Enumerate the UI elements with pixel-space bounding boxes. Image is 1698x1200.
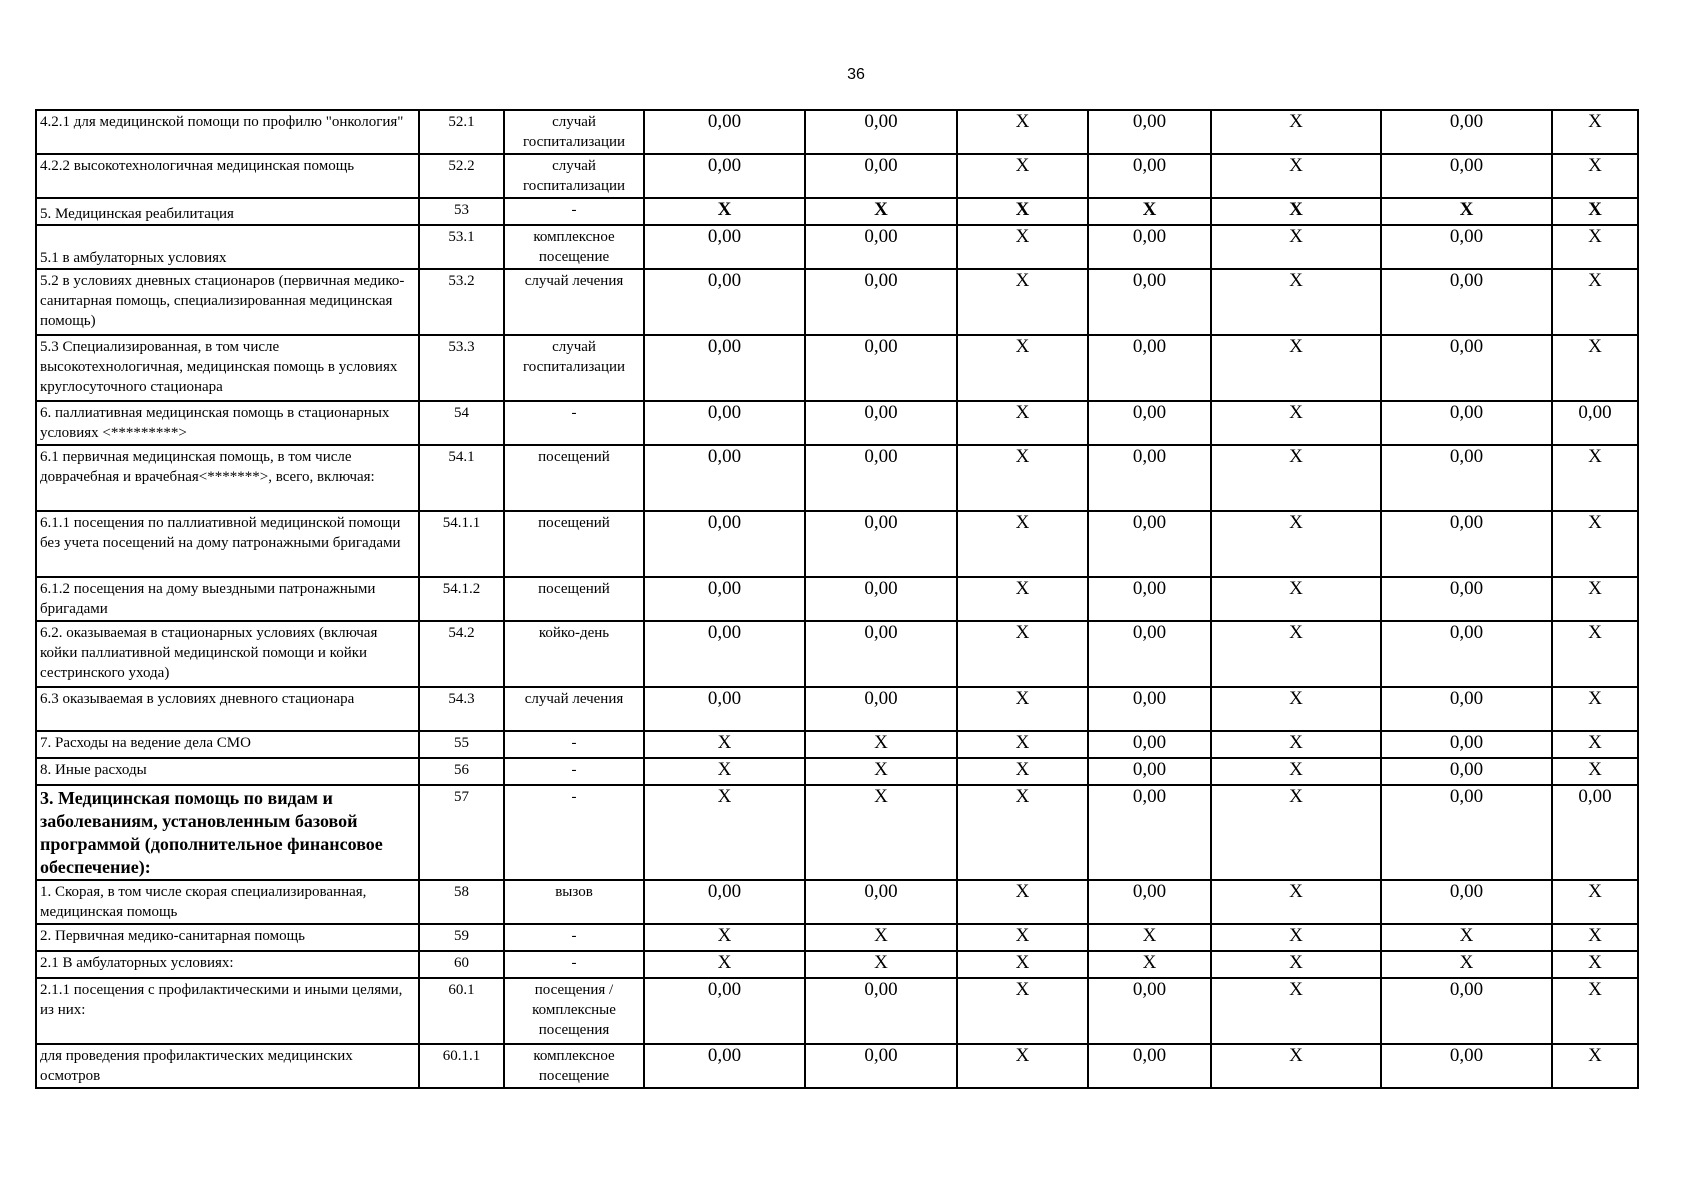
value-cell: 0,00 (644, 401, 805, 445)
row-code: 58 (419, 880, 504, 924)
value-cell: X (1211, 731, 1381, 758)
value-cell: X (805, 198, 957, 225)
value-cell: 0,00 (1381, 758, 1552, 785)
row-name: 6.2. оказываемая в стационарных условиях (включая койки паллиативной медицинской помощи и койки сестринского ухода) (36, 621, 419, 687)
value-cell: 0,00 (1088, 880, 1211, 924)
value-cell: 0,00 (805, 269, 957, 335)
row-code: 60.1.1 (419, 1044, 504, 1088)
value-cell: 0,00 (644, 110, 805, 154)
value-cell: X (1552, 924, 1638, 951)
row-unit: - (504, 401, 644, 445)
value-cell: X (957, 1044, 1088, 1088)
value-cell: X (1211, 445, 1381, 511)
value-cell: 0,00 (805, 978, 957, 1044)
row-name: 4.2.1 для медицинской помощи по профилю "онкология" (36, 110, 419, 154)
value-cell: 0,00 (1381, 785, 1552, 880)
value-cell: X (1211, 951, 1381, 978)
value-cell: X (1552, 154, 1638, 198)
value-cell: X (1211, 401, 1381, 445)
table-row (36, 687, 1638, 731)
row-unit: посещений (504, 445, 644, 511)
table-row (36, 577, 1638, 621)
value-cell: 0,00 (1381, 687, 1552, 731)
row-name: 5. Медицинская реабилитация (36, 198, 419, 225)
value-cell: X (1552, 1044, 1638, 1088)
value-cell: 0,00 (1088, 154, 1211, 198)
table-row (36, 978, 1638, 1044)
row-name: 7. Расходы на ведение дела СМО (36, 731, 419, 758)
table-row (36, 445, 1638, 511)
value-cell: X (1211, 269, 1381, 335)
table-row (36, 731, 1638, 758)
value-cell: X (1088, 951, 1211, 978)
value-cell: 0,00 (805, 577, 957, 621)
row-unit: - (504, 758, 644, 785)
value-cell: 0,00 (644, 577, 805, 621)
value-cell: 0,00 (805, 154, 957, 198)
value-cell: 0,00 (1381, 269, 1552, 335)
row-unit: - (504, 951, 644, 978)
value-cell: 0,00 (1088, 445, 1211, 511)
row-code: 53.1 (419, 225, 504, 269)
value-cell: X (1552, 110, 1638, 154)
value-cell: 0,00 (1381, 511, 1552, 577)
row-unit: - (504, 198, 644, 225)
value-cell: X (644, 785, 805, 880)
row-name: 2.1 В амбулаторных условиях: (36, 951, 419, 978)
row-code: 54 (419, 401, 504, 445)
table-row (36, 110, 1638, 154)
row-code: 59 (419, 924, 504, 951)
row-code: 52.2 (419, 154, 504, 198)
value-cell: X (644, 731, 805, 758)
value-cell: X (1211, 511, 1381, 577)
value-cell: 0,00 (805, 687, 957, 731)
value-cell: X (805, 731, 957, 758)
value-cell: X (1211, 225, 1381, 269)
value-cell: X (957, 978, 1088, 1044)
table-row (36, 621, 1638, 687)
row-code: 54.1.2 (419, 577, 504, 621)
value-cell: X (1381, 951, 1552, 978)
value-cell: 0,00 (1381, 880, 1552, 924)
value-cell: 0,00 (1088, 110, 1211, 154)
table-body (36, 110, 1638, 1088)
table-row (36, 511, 1638, 577)
row-unit: - (504, 731, 644, 758)
row-unit: комплексное посещение (504, 225, 644, 269)
row-unit: - (504, 924, 644, 951)
row-code: 54.1.1 (419, 511, 504, 577)
value-cell: 0,00 (1088, 731, 1211, 758)
value-cell: 0,00 (1381, 401, 1552, 445)
value-cell: X (957, 758, 1088, 785)
value-cell: X (1552, 269, 1638, 335)
row-code: 53.2 (419, 269, 504, 335)
value-cell: 0,00 (1088, 511, 1211, 577)
value-cell: 0,00 (644, 445, 805, 511)
row-code: 52.1 (419, 110, 504, 154)
value-cell: 0,00 (644, 621, 805, 687)
table-row (36, 924, 1638, 951)
value-cell: X (644, 198, 805, 225)
value-cell: X (805, 924, 957, 951)
row-name: 2.1.1 посещения с профилактическими и иными целями, из них: (36, 978, 419, 1044)
row-unit: посещений (504, 577, 644, 621)
value-cell: 0,00 (1381, 621, 1552, 687)
table-row (36, 269, 1638, 335)
table-row (36, 758, 1638, 785)
row-code: 53 (419, 198, 504, 225)
value-cell: 0,00 (1381, 1044, 1552, 1088)
value-cell: 0,00 (1088, 1044, 1211, 1088)
value-cell: 0,00 (644, 687, 805, 731)
row-code: 54.3 (419, 687, 504, 731)
row-unit: посещений (504, 511, 644, 577)
value-cell: 0,00 (644, 978, 805, 1044)
value-cell: 0,00 (805, 110, 957, 154)
value-cell: X (644, 758, 805, 785)
value-cell: 0,00 (644, 225, 805, 269)
value-cell: X (1552, 198, 1638, 225)
row-name: 6.1 первичная медицинская помощь, в том числе доврачебная и врачебная<*******>, всего, включая: (36, 445, 419, 511)
value-cell: X (1211, 154, 1381, 198)
row-name: 8. Иные расходы (36, 758, 419, 785)
value-cell: 0,00 (805, 880, 957, 924)
row-unit: комплексное посещение (504, 1044, 644, 1088)
value-cell: X (1211, 978, 1381, 1044)
value-cell: 0,00 (1381, 110, 1552, 154)
value-cell: X (957, 110, 1088, 154)
value-cell: X (1552, 978, 1638, 1044)
row-unit: вызов (504, 880, 644, 924)
value-cell: X (957, 785, 1088, 880)
value-cell: X (1552, 335, 1638, 401)
value-cell: X (957, 577, 1088, 621)
value-cell: X (1211, 785, 1381, 880)
table-row (36, 951, 1638, 978)
value-cell: X (957, 225, 1088, 269)
value-cell: 0,00 (1088, 758, 1211, 785)
table-row (36, 401, 1638, 445)
row-name: 6.3 оказываемая в условиях дневного стационара (36, 687, 419, 731)
value-cell: X (1088, 198, 1211, 225)
table-row (36, 785, 1638, 880)
row-code: 57 (419, 785, 504, 880)
value-cell: 0,00 (1088, 401, 1211, 445)
value-cell: X (1552, 445, 1638, 511)
value-cell: X (1381, 198, 1552, 225)
value-cell: X (957, 880, 1088, 924)
value-cell: X (957, 445, 1088, 511)
value-cell: 0,00 (805, 401, 957, 445)
row-name: 6.1.2 посещения на дому выездными патронажными бригадами (36, 577, 419, 621)
value-cell: X (1211, 924, 1381, 951)
value-cell: 0,00 (805, 621, 957, 687)
table-row (36, 198, 1638, 225)
table-row (36, 880, 1638, 924)
value-cell: X (1552, 758, 1638, 785)
row-unit: - (504, 785, 644, 880)
value-cell: X (805, 951, 957, 978)
value-cell: 0,00 (644, 1044, 805, 1088)
value-cell: 0,00 (644, 511, 805, 577)
value-cell: X (1552, 687, 1638, 731)
row-unit: случай госпитализации (504, 335, 644, 401)
value-cell: X (805, 785, 957, 880)
value-cell: 0,00 (1552, 401, 1638, 445)
value-cell: X (1211, 687, 1381, 731)
table-row (36, 154, 1638, 198)
value-cell: 0,00 (1088, 335, 1211, 401)
value-cell: X (957, 951, 1088, 978)
value-cell: X (957, 154, 1088, 198)
value-cell: 0,00 (1088, 269, 1211, 335)
row-name: для проведения профилактических медицинских осмотров (36, 1044, 419, 1088)
row-code: 54.1 (419, 445, 504, 511)
value-cell: X (1088, 924, 1211, 951)
value-cell: X (1211, 198, 1381, 225)
value-cell: X (1211, 577, 1381, 621)
page-number: 36 (847, 66, 865, 83)
row-code: 53.3 (419, 335, 504, 401)
value-cell: 0,00 (805, 225, 957, 269)
row-name: 4.2.2 высокотехнологичная медицинская помощь (36, 154, 419, 198)
value-cell: X (1552, 880, 1638, 924)
value-cell: X (957, 269, 1088, 335)
value-cell: X (957, 621, 1088, 687)
value-cell: X (957, 335, 1088, 401)
value-cell: X (1211, 110, 1381, 154)
value-cell: 0,00 (644, 335, 805, 401)
row-name: 6.1.1 посещения по паллиативной медицинской помощи без учета посещений на дому патронажными бригадами (36, 511, 419, 577)
value-cell: X (1211, 880, 1381, 924)
row-unit: посещения / комплексные посещения (504, 978, 644, 1044)
value-cell: X (644, 924, 805, 951)
value-cell: 0,00 (1552, 785, 1638, 880)
value-cell: 0,00 (1381, 154, 1552, 198)
row-unit: случай лечения (504, 269, 644, 335)
row-unit: случай госпитализации (504, 110, 644, 154)
row-name: 2. Первичная медико-санитарная помощь (36, 924, 419, 951)
value-cell: 0,00 (1381, 335, 1552, 401)
value-cell: 0,00 (1381, 978, 1552, 1044)
row-code: 55 (419, 731, 504, 758)
value-cell: X (957, 731, 1088, 758)
row-code: 56 (419, 758, 504, 785)
value-cell: X (1552, 621, 1638, 687)
value-cell: X (1211, 1044, 1381, 1088)
value-cell: X (1552, 577, 1638, 621)
row-name: 5.2 в условиях дневных стационаров (первичная медико-санитарная помощь, специализированная медицинская помощь) (36, 269, 419, 335)
value-cell: 0,00 (1088, 225, 1211, 269)
value-cell: X (1552, 225, 1638, 269)
value-cell: X (1211, 758, 1381, 785)
value-cell: 0,00 (1381, 731, 1552, 758)
value-cell: 0,00 (1381, 577, 1552, 621)
table-row (36, 1044, 1638, 1088)
value-cell: 0,00 (805, 335, 957, 401)
table-row (36, 225, 1638, 269)
value-cell: 0,00 (1088, 978, 1211, 1044)
value-cell: 0,00 (644, 269, 805, 335)
value-cell: X (1552, 511, 1638, 577)
value-cell: 0,00 (1088, 785, 1211, 880)
value-cell: X (957, 511, 1088, 577)
value-cell: 0,00 (805, 511, 957, 577)
value-cell: X (1552, 951, 1638, 978)
financing-table (35, 109, 1639, 1089)
table-row (36, 335, 1638, 401)
row-unit: койко-день (504, 621, 644, 687)
value-cell: 0,00 (1381, 225, 1552, 269)
value-cell: X (957, 198, 1088, 225)
row-name: 5.3 Специализированная, в том числе высокотехнологичная, медицинская помощь в условиях круглосуточного стационара (36, 335, 419, 401)
row-code: 60 (419, 951, 504, 978)
row-unit: случай лечения (504, 687, 644, 731)
value-cell: 0,00 (1088, 621, 1211, 687)
value-cell: X (957, 924, 1088, 951)
row-name: 1. Скорая, в том числе скорая специализированная, медицинская помощь (36, 880, 419, 924)
row-name: 5.1 в амбулаторных условиях (36, 225, 419, 269)
value-cell: X (957, 401, 1088, 445)
row-unit: случай госпитализации (504, 154, 644, 198)
row-name: 3. Медицинская помощь по видам и заболеваниям, установленным базовой программой (дополнительное финансовое обеспечение): (36, 785, 419, 880)
value-cell: 0,00 (1088, 687, 1211, 731)
value-cell: 0,00 (644, 154, 805, 198)
value-cell: 0,00 (805, 445, 957, 511)
value-cell: X (1552, 731, 1638, 758)
value-cell: X (805, 758, 957, 785)
value-cell: 0,00 (644, 880, 805, 924)
row-code: 54.2 (419, 621, 504, 687)
value-cell: 0,00 (805, 1044, 957, 1088)
value-cell: X (1211, 335, 1381, 401)
value-cell: 0,00 (1381, 445, 1552, 511)
value-cell: X (1211, 621, 1381, 687)
row-name: 6. паллиативная медицинская помощь в стационарных условиях <*********> (36, 401, 419, 445)
value-cell: X (1381, 924, 1552, 951)
value-cell: X (644, 951, 805, 978)
value-cell: X (957, 687, 1088, 731)
row-code: 60.1 (419, 978, 504, 1044)
value-cell: 0,00 (1088, 577, 1211, 621)
